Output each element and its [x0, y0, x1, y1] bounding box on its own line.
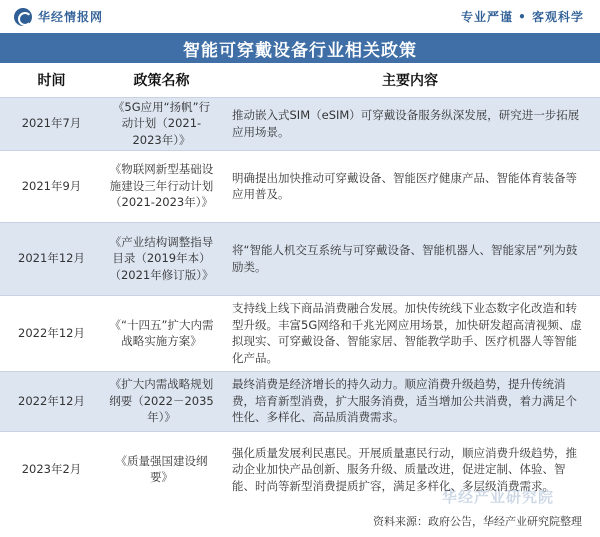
row-content: 将“智能人机交互系统与可穿戴设备、智能机器人、智能家居”列为鼓励类。	[220, 222, 600, 295]
row-policy-name: 《产业结构调整指导目录（2019年本）（2021年修订版）》	[103, 222, 220, 295]
row-content: 强化质量发展利民惠民。开展质量惠民行动，顺应消费升级趋势，推动企业加快产品创新、服务升级、质量改进，促进定制、体验、智能、时尚等新型消费提质扩容，满足多样化、多层级消费需求。	[220, 431, 600, 507]
row-date: 2021年7月	[0, 97, 103, 150]
row-content: 明确提出加快推动可穿戴设备、智能医疗健康产品、智能体育装备等应用普及。	[220, 150, 600, 222]
row-date: 2021年12月	[0, 222, 103, 295]
table-header-row	[0, 63, 600, 97]
column-header-policy-name: 政策名称	[103, 63, 220, 97]
column-header-content: 主要内容	[220, 63, 600, 97]
watermark: 华经产业研究院	[442, 488, 555, 506]
table-row	[0, 295, 600, 371]
row-content: 推动嵌入式SIM（eSIM）可穿戴设备服务纵深发展，研究进一步拓展应用场景。	[220, 97, 600, 150]
row-date: 2022年12月	[0, 371, 103, 431]
brand-name: 华经情报网	[38, 10, 104, 24]
row-policy-name: 《扩大内需战略规划纲要（2022－2035年）》	[103, 371, 220, 431]
row-policy-name: 《5G应用“扬帆”行动计划（2021-2023年）》	[103, 97, 220, 150]
table-row	[0, 222, 600, 295]
table-row	[0, 97, 600, 150]
slogan: 专业严谨 • 客观科学	[460, 10, 584, 24]
row-date: 2021年9月	[0, 150, 103, 222]
row-content: 支持线上线下商品消费融合发展。加快传统线下业态数字化改造和转型升级。丰富5G网络和千兆光网应用场景，加快研发超高清视频、虚拟现实、可穿戴设备、智能家居、智能教学助手、医疗机器人等智能化产品。	[220, 295, 600, 371]
page-title: 智能可穿戴设备行业相关政策	[0, 33, 600, 63]
table-row	[0, 150, 600, 222]
brand-logo-icon	[14, 8, 32, 26]
row-policy-name: 《质量强国建设纲要》	[103, 431, 220, 507]
top-bar	[0, 0, 600, 33]
table-row	[0, 371, 600, 431]
brand[interactable]	[14, 8, 103, 26]
row-policy-name: 《“十四五”扩大内需战略实施方案》	[103, 295, 220, 371]
row-policy-name: 《物联网新型基础设施建设三年行动计划（2021-2023年）》	[103, 150, 220, 222]
row-content: 最终消费是经济增长的持久动力。顺应消费升级趋势，提升传统消费，培育新型消费，扩大服务消费，适当增加公共消费，着力满足个性化、多样化、高品质消费需求。	[220, 371, 600, 431]
source-note: 资料来源：政府公告，华经产业研究院整理	[373, 515, 582, 528]
policy-table	[0, 63, 600, 507]
column-header-date: 时间	[0, 63, 103, 97]
row-date: 2022年12月	[0, 295, 103, 371]
row-date: 2023年2月	[0, 431, 103, 507]
